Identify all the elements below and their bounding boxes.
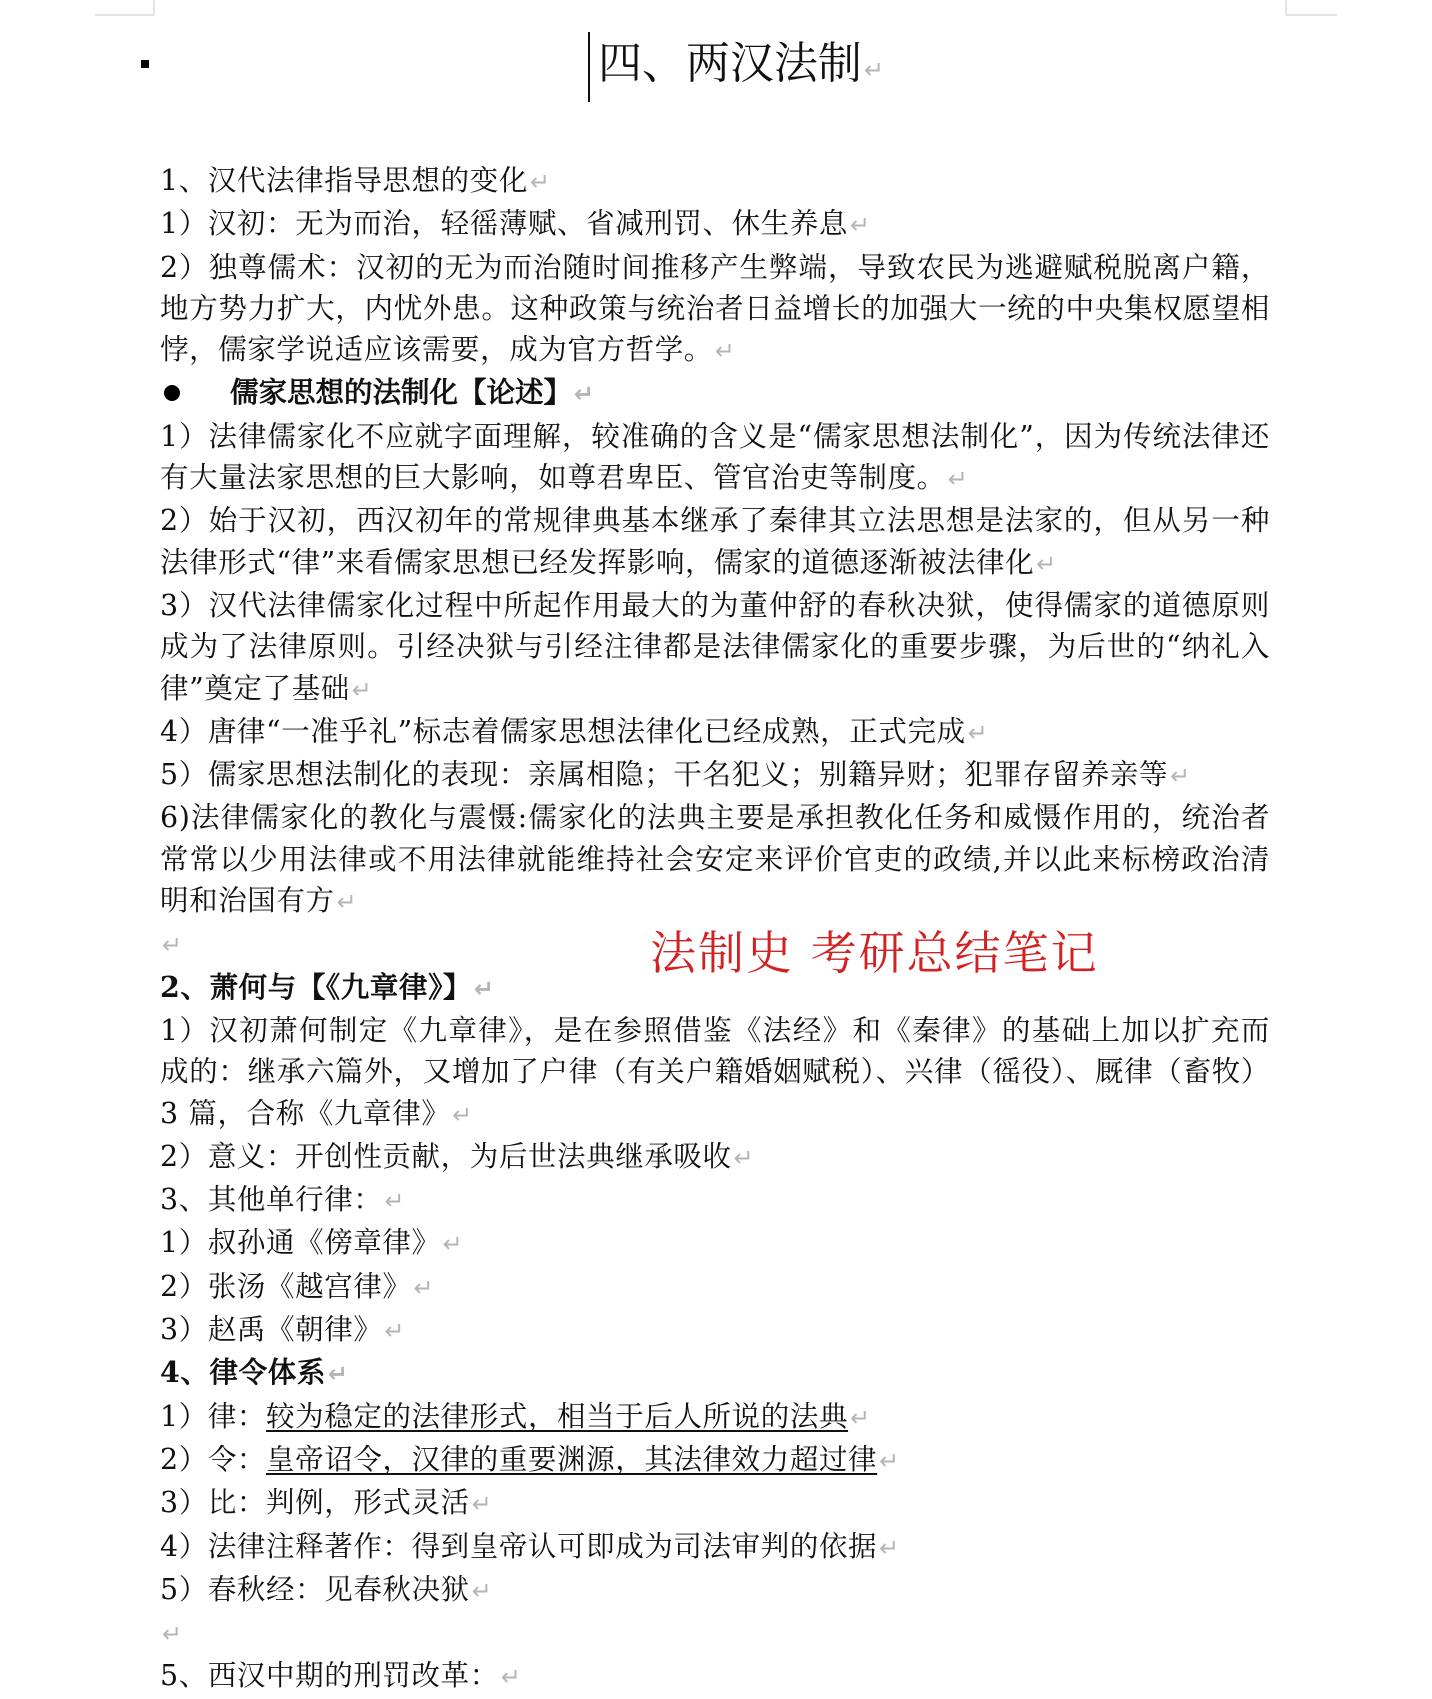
return-mark-icon: ↵ xyxy=(1170,762,1191,791)
section-3-heading: 3、其他单行律：↵ xyxy=(160,1183,406,1217)
section-5-heading: 5、西汉中期的刑罚改革：↵ xyxy=(160,1659,522,1693)
section-2-heading: 2、萧何与【《九章律》】↵ xyxy=(160,969,495,1004)
return-mark-icon: ↵ xyxy=(574,380,595,409)
return-mark-icon: ↵ xyxy=(850,211,871,240)
return-mark-icon: ↵ xyxy=(500,1663,522,1692)
page-corner-mark-left-vertical xyxy=(153,0,155,16)
return-mark-icon: ↵ xyxy=(850,1403,871,1432)
section-4-item-3: 3）比：判例，形式灵活↵ xyxy=(160,1486,493,1520)
empty-paragraph xyxy=(160,1612,1270,1655)
section-2-item-1: 1）汉初萧何制定《九章律》，是在参照借鉴《法经》和《秦律》的基础上加以扩充而成的：继承六篇外，又增加了户律（有关户籍婚姻赋税）、兴律（徭役）、厩律（畜牧）3 篇，合称《九章律》↵ xyxy=(160,1013,1270,1130)
return-mark-icon: ↵ xyxy=(327,1360,349,1389)
return-mark-icon: ↵ xyxy=(162,1620,183,1649)
return-mark-icon: ↵ xyxy=(384,1187,406,1216)
section-3-item-1: 1）叔孙通《傍章律》↵ xyxy=(160,1226,464,1260)
section-1-item-2: 2）独尊儒术：汉初的无为而治随时间推移产生弊端，导致农民为逃避赋税脱离户籍，地方势力扩大，内忧外患。这种政策与统治者日益增长的加强大一统的中央集权愿望相悖，儒家学说适应该需要，成为官方哲学。↵ xyxy=(160,250,1270,367)
bullet-item-5: 5）儒家思想法制化的表现：亲属相隐；干名犯义；别籍异财；犯罪存留养亲等↵ xyxy=(160,758,1191,792)
section-4-item-1: 1）律：较为稳定的法律形式，相当于后人所说的法典↵ xyxy=(160,1399,871,1433)
title-text: 四、两汉法制 xyxy=(597,38,862,89)
page-corner-mark-right xyxy=(1287,14,1337,16)
return-mark-icon: ↵ xyxy=(863,56,885,84)
bullet-item-6: 6)法律儒家化的教化与震慑:儒家化的法典主要是承担教化任务和威慑作用的，统治者常常以少用法律或不用法律就能维持社会安定来评价官吏的政绩,并以此来标榜政治清明和治国有方↵ xyxy=(160,801,1270,918)
bullet-item-2: 2）始于汉初，西汉初年的常规律典基本继承了秦律其立法思想是法家的，但从另一种法律形式“律”来看儒家思想已经发挥影响，儒家的道德逐渐被法律化↵ xyxy=(160,504,1270,579)
return-mark-icon: ↵ xyxy=(471,1576,493,1605)
bullet-item-3: 3）汉代法律儒家化过程中所起作用最大的为董仲舒的春秋决狱，使得儒家的道德原则成为了法律原则。引经决狱与引经注律都是法律儒家化的重要步骤，为后世的“纳礼入律”奠定了基础↵ xyxy=(160,588,1270,705)
return-mark-icon: ↵ xyxy=(947,465,969,494)
underlined-text: 皇帝诏令，汉律的重要渊源，其法律效力超过律 xyxy=(266,1442,878,1476)
section-1-item-1: 1）汉初：无为而治，轻徭薄赋、省减刑罚、休生养息↵ xyxy=(160,207,871,241)
return-mark-icon: ↵ xyxy=(474,974,495,1003)
title-row xyxy=(0,32,1432,102)
section-3-item-2: 2）张汤《越宫律》↵ xyxy=(160,1269,435,1303)
section-3-item-3: 3）赵禹《朝律》↵ xyxy=(160,1313,406,1347)
section-4-heading: 4、律令体系↵ xyxy=(160,1355,349,1390)
document-title[interactable] xyxy=(588,32,884,102)
return-mark-icon: ↵ xyxy=(413,1273,435,1302)
underlined-text: 较为稳定的法律形式，相当于后人所说的法典 xyxy=(266,1399,849,1433)
bullet-heading: 儒家思想的法制化【论述】↵ xyxy=(160,372,1270,415)
section-4-item-2: 2）令：皇帝诏令，汉律的重要渊源，其法律效力超过律↵ xyxy=(160,1442,900,1476)
return-mark-icon: ↵ xyxy=(529,168,551,196)
return-mark-icon: ↵ xyxy=(967,718,989,747)
section-2-item-2: 2）意义：开创性贡献，为后世法典继承吸收↵ xyxy=(160,1139,755,1173)
section-1-heading: 1、汉代法律指导思想的变化↵ xyxy=(160,164,551,197)
return-mark-icon: ↵ xyxy=(162,931,183,960)
return-mark-icon: ↵ xyxy=(351,675,373,704)
return-mark-icon: ↵ xyxy=(471,1490,493,1519)
bullet-dot-icon xyxy=(164,385,180,401)
return-mark-icon: ↵ xyxy=(336,888,358,917)
return-mark-icon: ↵ xyxy=(442,1230,464,1259)
return-mark-icon: ↵ xyxy=(879,1533,900,1562)
page-corner-mark-right-vertical xyxy=(1285,0,1287,16)
return-mark-icon: ↵ xyxy=(1036,549,1057,578)
page-corner-mark-left xyxy=(95,14,155,16)
return-mark-icon: ↵ xyxy=(879,1446,900,1475)
return-mark-icon: ↵ xyxy=(384,1317,406,1346)
watermark-text: 法制史 考研总结笔记 xyxy=(650,926,1099,980)
return-mark-icon: ↵ xyxy=(714,337,736,366)
return-mark-icon: ↵ xyxy=(733,1143,755,1172)
section-4-item-5: 5）春秋经：见春秋决狱↵ xyxy=(160,1572,493,1606)
section-4-item-4: 4）法律注释著作：得到皇帝认可即成为司法审判的依据↵ xyxy=(160,1529,900,1563)
bullet-item-4: 4）唐律“一准乎礼”标志着儒家思想法律化已经成熟，正式完成↵ xyxy=(160,714,989,748)
return-mark-icon: ↵ xyxy=(452,1100,474,1129)
bullet-item-1: 1）法律儒家化不应就字面理解，较准确的含义是“儒家思想法制化”，因为传统法律还有大量法家思想的巨大影响，如尊君卑臣、管官治吏等制度。↵ xyxy=(160,419,1270,495)
